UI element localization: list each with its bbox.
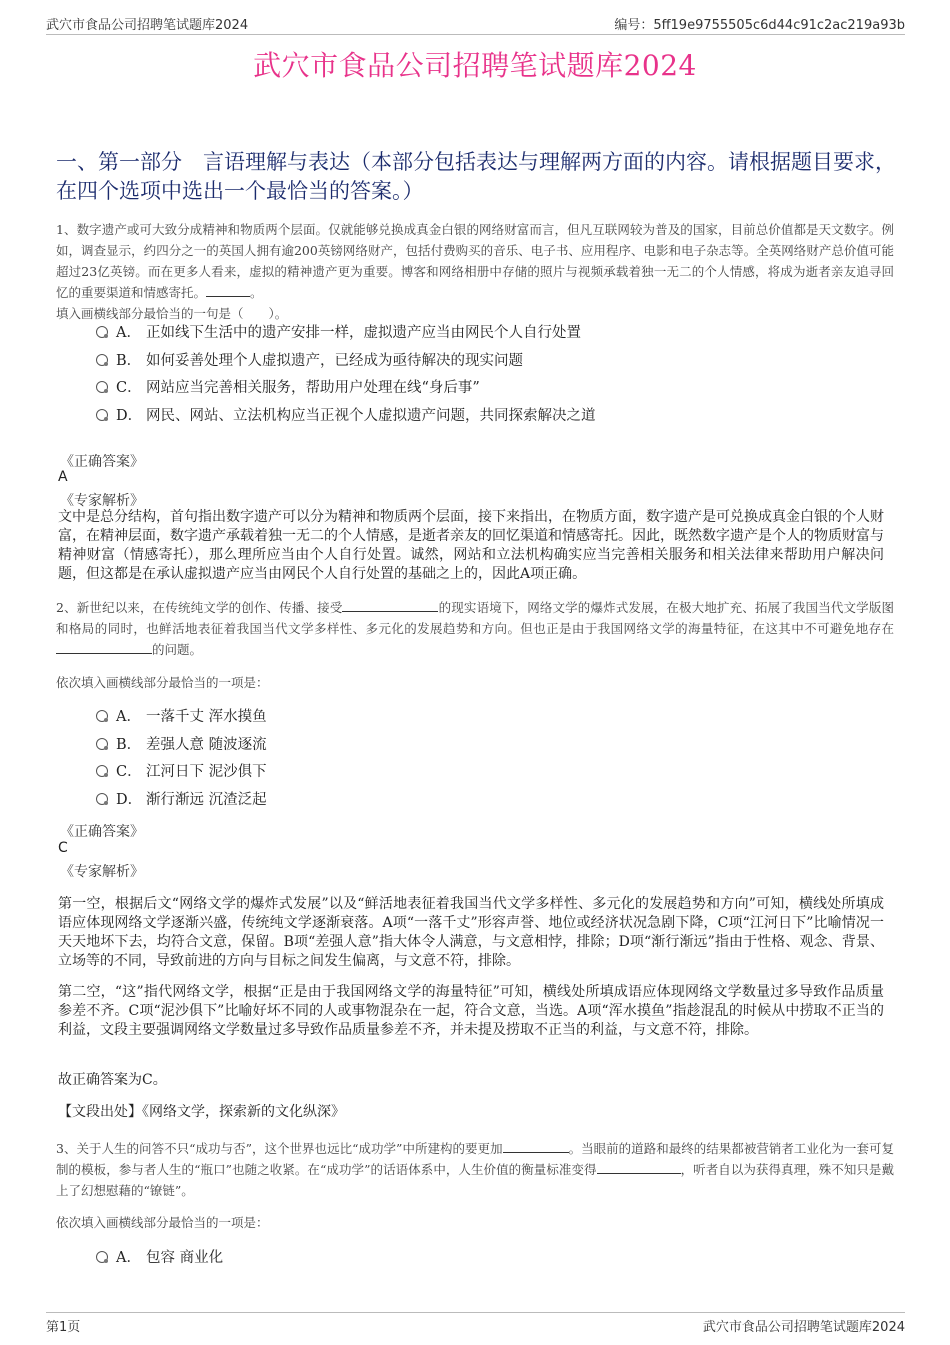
radio-icon[interactable] (96, 381, 108, 393)
q2-answer: C (58, 840, 68, 856)
q2-option-c[interactable]: C． 江河日下 泥沙俱下 (96, 761, 267, 783)
q2-source: 【文段出处】《网络文学，探索新的文化纵深》 (58, 1104, 345, 1120)
blank-line (503, 1140, 569, 1153)
header-doc-id: 编号：5ff19e9755505c6d44c91c2ac219a93b (614, 18, 905, 33)
blank-line (206, 284, 250, 297)
q2-analysis-conclusion: 故正确答案为C。 (58, 1072, 167, 1088)
q1-option-b[interactable]: B． 如何妥善处理个人虚拟遗产，已经成为亟待解决的现实问题 (96, 350, 523, 372)
header-doc-title: 武穴市食品公司招聘笔试题库2024 (46, 18, 249, 33)
q2-option-a[interactable]: A． 一落千丈 浑水摸鱼 (96, 706, 267, 728)
question-2-prompt: 依次填入画横线部分最恰当的一项是： (56, 675, 269, 690)
question-1-text (56, 219, 894, 324)
radio-icon[interactable] (96, 326, 108, 338)
footer-doc-title: 武穴市食品公司招聘笔试题库2024 (702, 1320, 905, 1335)
q2-analysis-paragraph-1: 第一空，根据后文“网络文学的爆炸式发展”以及“鲜活地表征着我国当代文学多样性、多元化的发展趋势和方向”可知，横线处所填成语应体现网络文学逐渐兴盛，传统纯文学逐渐衰落。A项“一落千丈”形容声誉、地位或经济状况急剧下降，C项“江河日下”比喻情况一天天地坏下去，均符合文意，保留。B项“差强人意”指大体令人满意，与文意相悖，排除；D项“渐行渐远”指由于性格、观念、背景、立场等的不同，导致前进的方向与目标之间发生偏离，与文意不符，排除。 (58, 896, 884, 969)
section-heading: 一、第一部分 言语理解与表达（本部分包括表达与理解两方面的内容。请根据题目要求，在四个选项中选出一个最恰当的答案。） (56, 150, 896, 203)
question-1-body: 1、数字遗产或可大致分成精神和物质两个层面。仅就能够兑换成真金白银的网络财富而言，但凡互联网较为普及的国家，目前总价值都是天文数字。例如，调查显示，约四分之一的英国人拥有逾200英镑网络财产，包括付费购买的音乐、电子书、应用程序、电影和电子杂志等。全英网络财产总价值可能超过23亿英镑。而在更多人看来，虚拟的精神遗产更为重要。博客和网络相册中存储的照片与视频承载着独一无二的个人情感，将成为逝者亲友追寻回忆的重要渠道和情感寄托。 (56, 222, 894, 300)
document-title: 武穴市食品公司招聘笔试题库2024 (253, 49, 697, 82)
radio-icon[interactable] (96, 1251, 108, 1263)
q2-analysis-paragraph-2: 第二空，“这”指代网络文学，根据“正是由于我国网络文学的海量特征”可知，横线处所填成语应体现网络文学数量过多导致作品质量参差不齐。C项“泥沙俱下”比喻好坏不同的人或事物混杂在一起，符合文意，当选。A项“浑水摸鱼”指趁混乱的时候从中捞取不正当的利益，文段主要强调网络文学数量过多导致作品质量参差不齐，并未提及捞取不正当的利益，与文意不符，排除。 (58, 984, 884, 1038)
q2-answer-label: 《正确答案》 (60, 824, 144, 840)
page-header (46, 14, 905, 35)
question-1-tail: 。 (250, 285, 263, 300)
blank-line (342, 599, 438, 612)
question-2-text: 2、新世纪以来，在传统纯文学的创作、传播、接受 的现实语境下，网络文学的爆炸式发展，在极大地扩充、拓展了我国当代文学版图和格局的同时，也鲜活地表征着我国当代文学多样性、多元化的发展趋势和方向。但也正是由于我国网络文学的海量特征，在这其中不可避免地存在的问题。 (56, 600, 894, 657)
blank-line (597, 1161, 681, 1174)
radio-icon[interactable] (96, 793, 108, 805)
q1-analysis-label: 《专家解析》 (60, 493, 144, 509)
radio-icon[interactable] (96, 354, 108, 366)
radio-icon[interactable] (96, 409, 108, 421)
q1-option-a[interactable]: A． 正如线下生活中的遗产安排一样，虚拟遗产应当由网民个人自行处置 (96, 322, 581, 344)
q2-option-b[interactable]: B． 差强人意 随波逐流 (96, 734, 267, 756)
q1-answer: A (58, 469, 68, 485)
question-3-prompt: 依次填入画横线部分最恰当的一项是： (56, 1215, 269, 1230)
page-footer (46, 1312, 905, 1335)
radio-icon[interactable] (96, 710, 108, 722)
q1-answer-label: 《正确答案》 (60, 454, 144, 470)
q3-option-a[interactable]: A． 包容 商业化 (96, 1247, 223, 1269)
radio-icon[interactable] (96, 765, 108, 777)
q2-analysis-label: 《专家解析》 (60, 864, 144, 880)
page-number: 第1页 (46, 1320, 81, 1335)
q1-option-d[interactable]: D． 网民、网站、立法机构应当正视个人虚拟遗产问题，共同探索解决之道 (96, 405, 596, 427)
question-3-text: 3、关于人生的问答不只“成功与否”，这个世界也远比“成功学”中所建构的要更加 。当眼前的道路和最终的结果都被营销者工业化为一套可复制的模板，参与者人生的“瓶口”也随之收紧。在“成功学”的话语体系中，人生价值的衡量标准变得 ，听者自以为获得真理，殊不知只是戴上了幻想慰藉的“镣链”。 (56, 1141, 894, 1198)
q2-option-d[interactable]: D． 渐行渐远 沉渣泛起 (96, 789, 267, 811)
radio-icon[interactable] (96, 738, 108, 750)
q1-analysis: 文中是总分结构，首句指出数字遗产可以分为精神和物质两个层面，接下来指出，在物质方面，数字遗产是可兑换成真金白银的个人财富，在精神层面，数字遗产承载着独一无二的个人情感，是逝者亲友的回忆渠道和情感寄托。因此，既然数字遗产是个人的物质财富与精神财富（情感寄托），那么理所应当由个人自行处置。诚然，网站和立法机构确实应当完善相关服务和相关法律来帮助用户解决问题，但这都是在承认虚拟遗产应当由网民个人自行处置的基础之上的，因此A项正确。 (58, 509, 884, 582)
q1-option-c[interactable]: C． 网站应当完善相关服务，帮助用户处理在线“身后事” (96, 377, 480, 399)
question-1-prompt: 填入画横线部分最恰当的一句是（ ）。 (56, 306, 288, 321)
blank-line (56, 641, 152, 654)
